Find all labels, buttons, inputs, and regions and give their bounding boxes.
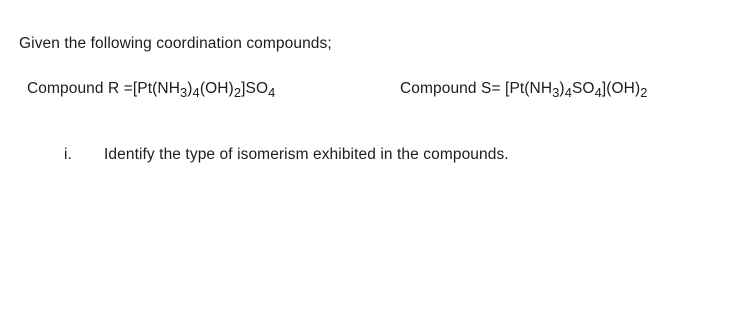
compound-s-label: Compound S= — [400, 80, 501, 97]
compound-r-label: Compound R = — [27, 80, 133, 97]
question-text: Identify the type of isomerism exhibited in the compounds. — [104, 146, 509, 163]
compound-s — [400, 80, 648, 100]
compound-r — [27, 80, 275, 100]
compound-s-formula: $[Pt(NH_3)_4SO_4](OH)_2$ — [500, 80, 648, 101]
question-number: i. — [64, 146, 72, 163]
intro-text: Given the following coordination compounds; — [19, 35, 332, 52]
compound-r-formula: $[Pt(NH_3)_4(OH)_2]SO_4$ — [132, 80, 276, 101]
